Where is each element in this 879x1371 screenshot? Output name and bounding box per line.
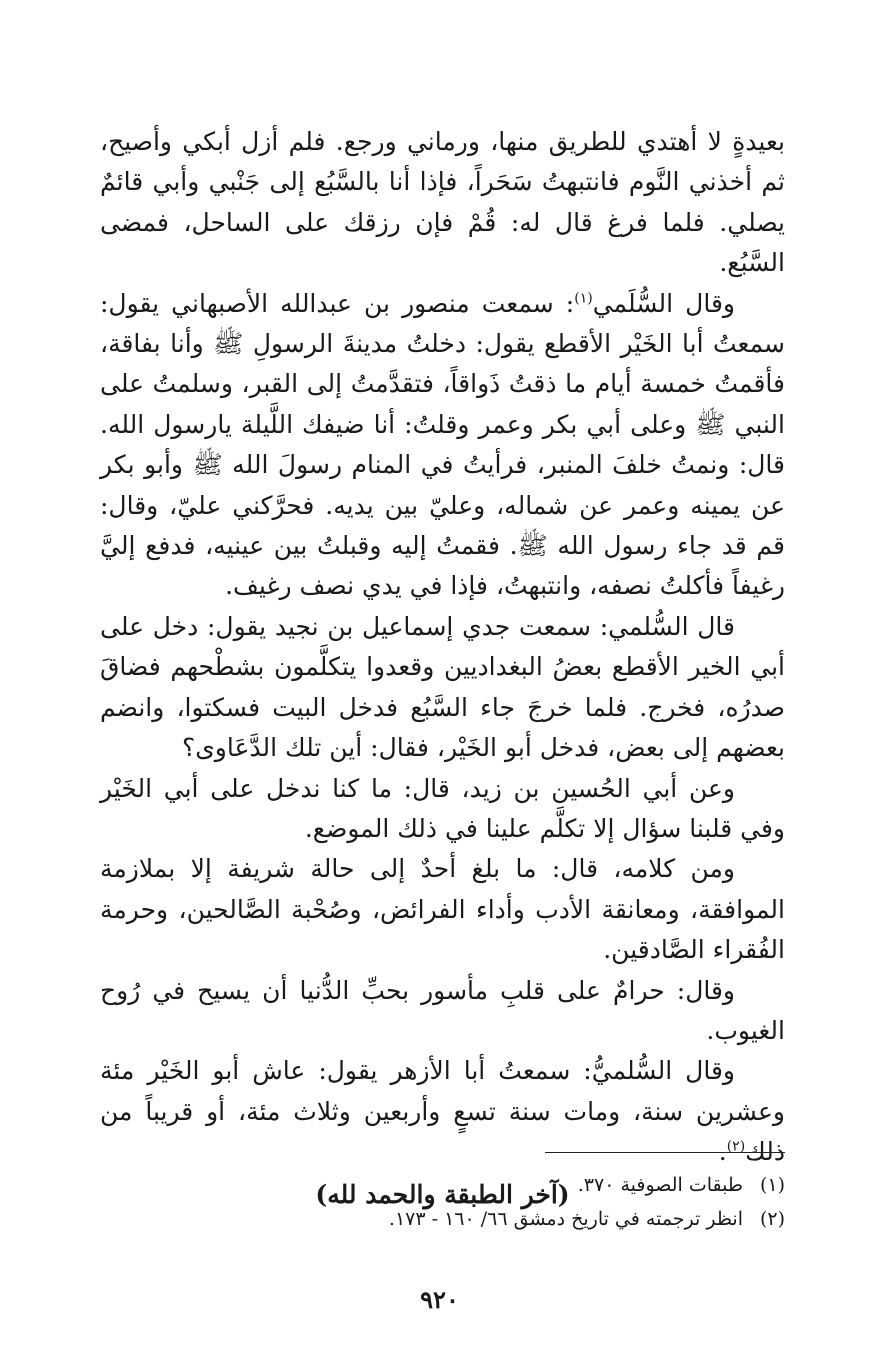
footnotes-section <box>100 1168 785 1236</box>
paragraph-7 <box>100 1051 785 1172</box>
footnote-1-text: طبقات الصوفية ٣٧٠. <box>577 1174 743 1196</box>
paragraph-7-end: . <box>718 1137 727 1167</box>
paragraph-5: ومن كلامه، قال: ما بلغ أحدٌ إلى حالة شريفة إلا بملازمة الموافقة، ومعانقة الأدب وأداء الفرائض، وصُحْبة الصَّالحين، وحرمة الفُقراء الصَّادقين. <box>100 854 785 965</box>
paragraph-2 <box>100 284 785 607</box>
paragraph-2-start: وقال السُّلَمي <box>592 288 735 318</box>
footnote-marker-2[interactable]: (٢) <box>726 1138 746 1155</box>
footnote-marker-1[interactable]: (١) <box>574 290 593 307</box>
paragraph-4: وعن أبي الحُسين بن زيد، قال: ما كنا ندخل على أبي الخَيْر وفي قلبنا سؤال إلا تكلَّم علينا في ذلك الموضع. <box>100 773 785 843</box>
paragraph-7-start: وقال السُّلميُّ: سمعتُ أبا الأزهر يقول: عاش أبو الخَيْر مئة وعشرين سنة، ومات سنة تسعٍ وأربعين وثلاث مئة، أو قريباً من ذلك <box>100 1056 785 1167</box>
paragraph-6: وقال: حرامٌ على قلبِ مأسور بحبِّ الدُّنيا أن يسيح في رُوح الغيوب. <box>100 975 785 1045</box>
footnote-1 <box>100 1168 785 1202</box>
footnote-2-number: (٢) <box>759 1208 785 1230</box>
footnote-2 <box>100 1202 785 1236</box>
paragraph-3: قال السُّلمي: سمعت جدي إسماعيل بن نجيد يقول: دخل على أبي الخير الأقطع بعضُ البغداديين وقعدوا يتكلَّمون بشطْحهم فضاقَ صدرُه، فخرج. فلما خرجَ جاء السَّبُع فدخل البيت فسكتوا، وانضم بعضهم إلى بعض، فدخل أبو الخَيْر، فقال: أين تلك الدَّعَاوى؟ <box>100 611 785 763</box>
footnote-2-text: انظر ترجمته في تاريخ دمشق ٦٦/ ١٦٠ - ١٧٣. <box>388 1208 743 1230</box>
page-number: ٩٢٠ <box>420 1285 459 1314</box>
footnote-1-number: (١) <box>759 1174 785 1196</box>
paragraph-2-rest: : سمعت منصور بن عبدالله الأصبهاني يقول: سمعتُ أبا الخَيْر الأقطع يقول: دخلتُ مدينةَ الرسولِ ﷺ وأنا بفاقة، فأقمتُ خمسة أيام ما ذقتُ ذَواقاً، فتقدَّمتُ إلى القبر، وسلمتُ على النبي ﷺ وعلى أبي بكر وعمر وقلتُ: أنا ضيفك اللَّيلة يارسول الله. قال: ونمتُ خلفَ المنبر، فرأيتُ في المنام رسولَ الله ﷺ وأبو بكر عن يمينه وعمر عن شماله، وعليّ بين يديه. فحرَّكني عليّ، وقال: قم قد جاء رسول الله ﷺ. فقمتُ إليه وقبلتُ بين عينيه، فدفع إليَّ رغيفاً فأكلتُ نصفه، وانتبهتُ، فإذا في يدي نصف رغيف. <box>100 288 785 601</box>
closing-title: (آخر الطبقة والحمد لله) <box>315 1179 570 1209</box>
footnote-divider <box>545 1152 785 1153</box>
main-text-body <box>100 122 785 1215</box>
paragraph-1: بعيدةٍ لا أهتدي للطريق منها، ورماني ورجع. فلم أزل أبكي وأصيح، ثم أخذني النَّوم فانتبهتُ سَحَراً، فإذا أنا بالسَّبُع إلى جَنْبي وأبي قائمٌ يصلي. فلما فرغ قال له: قُمْ فإن رزقك على الساحل، فمضى السَّبُع. <box>100 127 785 278</box>
